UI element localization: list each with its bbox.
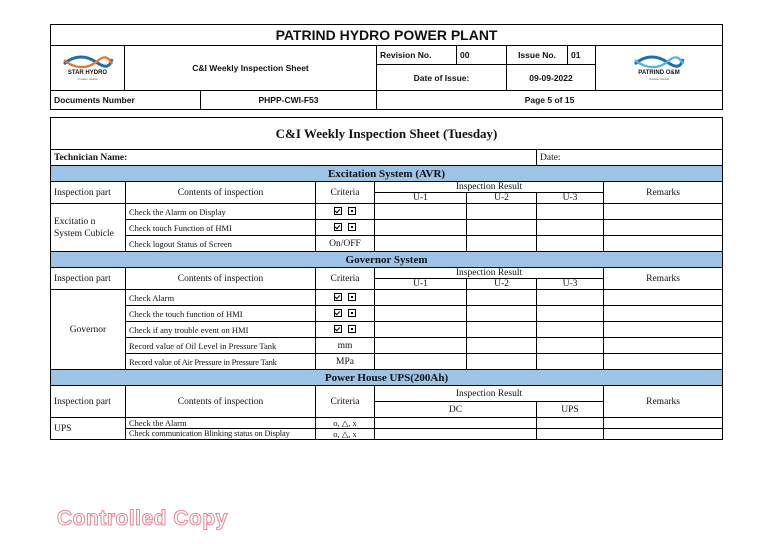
section-ups-title: Power House UPS(200Ah) <box>51 370 723 386</box>
unchecked-checkbox-icon[interactable] <box>348 325 356 333</box>
col-header-result: Inspection Result <box>375 386 604 402</box>
patrind-tagline: K-water Global <box>649 77 669 81</box>
criteria-checkboxes <box>316 322 375 338</box>
result-u2[interactable] <box>467 354 537 370</box>
table-row <box>51 354 723 370</box>
result-u3[interactable] <box>537 338 604 354</box>
table-row <box>51 322 723 338</box>
result-u2[interactable] <box>467 338 537 354</box>
unchecked-checkbox-icon[interactable] <box>348 223 356 231</box>
inspection-content: Check the Alarm <box>126 418 316 429</box>
result-u1[interactable] <box>375 236 467 252</box>
document-header <box>50 24 723 110</box>
table-row <box>51 236 723 252</box>
criteria-value: o, △, x <box>316 429 375 440</box>
inspection-content: Check communication Blinking status on Display <box>126 429 316 440</box>
col-header-remarks: Remarks <box>604 386 723 418</box>
unit-header: U-3 <box>537 279 604 290</box>
inspection-content: Check if any trouble event on HMI <box>126 322 316 338</box>
remarks-cell[interactable] <box>604 290 723 306</box>
sheet-title: C&I Weekly Inspection Sheet (Tuesday) <box>51 118 723 150</box>
table-row <box>51 306 723 322</box>
inspection-content: Check logout Status of Screen <box>126 236 316 252</box>
page-number: Page 5 of 15 <box>377 91 723 110</box>
result-u3[interactable] <box>537 306 604 322</box>
doc-number-label: Documents Number <box>51 91 201 110</box>
result-u1[interactable] <box>375 338 467 354</box>
unchecked-checkbox-icon[interactable] <box>348 293 356 301</box>
table-row <box>51 204 723 220</box>
result-u3[interactable] <box>537 322 604 338</box>
sheet-type-title: C&I Weekly Inspection Sheet <box>125 46 377 91</box>
col-header-criteria: Criteria <box>316 386 375 418</box>
plant-title: PATRIND HYDRO POWER PLANT <box>51 25 723 46</box>
result-u2[interactable] <box>467 220 537 236</box>
date-field[interactable]: Date: <box>537 150 723 166</box>
inspection-content: Check the Alarm on Display <box>126 204 316 220</box>
unchecked-checkbox-icon[interactable] <box>348 309 356 317</box>
issue-value: 01 <box>568 46 596 65</box>
remarks-cell[interactable] <box>604 322 723 338</box>
result-dc[interactable] <box>375 429 537 440</box>
star-hydro-wave-logo-icon <box>62 55 114 69</box>
remarks-cell[interactable] <box>604 418 723 429</box>
criteria-checkboxes <box>316 306 375 322</box>
criteria-checkboxes <box>316 290 375 306</box>
inspection-part-avr: Excitatio n System Cubicle <box>51 204 126 252</box>
remarks-cell[interactable] <box>604 204 723 220</box>
star-hydro-name: STAR HYDRO <box>67 70 108 76</box>
col-header-result: Inspection Result <box>375 182 604 193</box>
col-header-part: Inspection part <box>51 182 126 204</box>
result-u2[interactable] <box>467 290 537 306</box>
result-u2[interactable] <box>467 236 537 252</box>
remarks-cell[interactable] <box>604 306 723 322</box>
patrind-logo <box>596 46 723 91</box>
col-header-criteria: Criteria <box>316 182 375 204</box>
unit-header: U-1 <box>375 279 467 290</box>
unit-header: U-1 <box>375 193 467 204</box>
result-u1[interactable] <box>375 306 467 322</box>
patrind-wave-logo-icon <box>633 55 685 69</box>
col-header-part: Inspection part <box>51 268 126 290</box>
result-u2[interactable] <box>467 322 537 338</box>
issue-label: Issue No. <box>507 46 568 65</box>
unit-header: U-3 <box>537 193 604 204</box>
unit-header: U-2 <box>467 279 537 290</box>
result-ups[interactable] <box>537 418 604 429</box>
ups-header: UPS <box>537 402 604 418</box>
col-header-criteria: Criteria <box>316 268 375 290</box>
table-row <box>51 418 723 429</box>
remarks-cell[interactable] <box>604 429 723 440</box>
dc-header: DC <box>375 402 537 418</box>
checked-checkbox-icon[interactable] <box>334 223 342 231</box>
remarks-cell[interactable] <box>604 220 723 236</box>
result-ups[interactable] <box>537 429 604 440</box>
checked-checkbox-icon[interactable] <box>334 309 342 317</box>
section-avr-title: Excitation System (AVR) <box>51 166 723 182</box>
criteria-checkboxes <box>316 204 375 220</box>
col-header-contents: Contents of inspection <box>126 386 316 418</box>
col-header-contents: Contents of inspection <box>126 268 316 290</box>
result-u1[interactable] <box>375 322 467 338</box>
col-header-contents: Contents of inspection <box>126 182 316 204</box>
inspection-content: Check Alarm <box>126 290 316 306</box>
result-u3[interactable] <box>537 220 604 236</box>
date-of-issue-label: Date of Issue: <box>377 65 507 91</box>
criteria-value: On/OFF <box>316 236 375 252</box>
inspection-content: Record value of Oil Level in Pressure Tank <box>126 338 316 354</box>
result-u2[interactable] <box>467 204 537 220</box>
result-u3[interactable] <box>537 236 604 252</box>
result-u3[interactable] <box>537 204 604 220</box>
unchecked-checkbox-icon[interactable] <box>348 207 356 215</box>
date-of-issue-value: 09-09-2022 <box>507 65 596 91</box>
criteria-value: o, △, x <box>316 418 375 429</box>
revision-label: Revision No. <box>377 46 457 65</box>
remarks-cell[interactable] <box>604 354 723 370</box>
inspection-part-ups: UPS <box>51 418 126 440</box>
doc-number-value: PHPP-CWI-F53 <box>201 91 377 110</box>
result-u1[interactable] <box>375 220 467 236</box>
result-u1[interactable] <box>375 204 467 220</box>
inspection-sheet <box>50 117 723 440</box>
star-hydro-logo <box>51 46 125 91</box>
unit-header: U-2 <box>467 193 537 204</box>
revision-value: 00 <box>457 46 507 65</box>
remarks-cell[interactable] <box>604 338 723 354</box>
col-header-remarks: Remarks <box>604 268 723 290</box>
remarks-cell[interactable] <box>604 236 723 252</box>
inspection-part-governor: Governor <box>51 290 126 370</box>
col-header-result: Inspection Result <box>375 268 604 279</box>
checked-checkbox-icon[interactable] <box>334 293 342 301</box>
table-row <box>51 220 723 236</box>
patrind-name: PATRIND O&M <box>638 70 680 76</box>
inspection-content: Check the touch function of HMI <box>126 306 316 322</box>
col-header-remarks: Remarks <box>604 182 723 204</box>
table-row <box>51 429 723 440</box>
result-u1[interactable] <box>375 290 467 306</box>
section-governor-title: Governor System <box>51 252 723 268</box>
table-row <box>51 290 723 306</box>
checked-checkbox-icon[interactable] <box>334 207 342 215</box>
table-row <box>51 338 723 354</box>
result-u3[interactable] <box>537 354 604 370</box>
criteria-value: MPa <box>316 354 375 370</box>
result-dc[interactable] <box>375 418 537 429</box>
star-hydro-tagline: K-water Global <box>77 77 98 81</box>
result-u3[interactable] <box>537 290 604 306</box>
inspection-content: Record value of Air Pressure in Pressure Tank <box>126 354 316 370</box>
inspection-content: Check touch Function of HMI <box>126 220 316 236</box>
criteria-checkboxes <box>316 220 375 236</box>
technician-name-field[interactable]: Technician Name: <box>51 150 537 166</box>
result-u1[interactable] <box>375 354 467 370</box>
result-u2[interactable] <box>467 306 537 322</box>
checked-checkbox-icon[interactable] <box>334 325 342 333</box>
controlled-copy-stamp: Controlled Copy <box>57 507 228 530</box>
criteria-value: mm <box>316 338 375 354</box>
col-header-part: Inspection part <box>51 386 126 418</box>
